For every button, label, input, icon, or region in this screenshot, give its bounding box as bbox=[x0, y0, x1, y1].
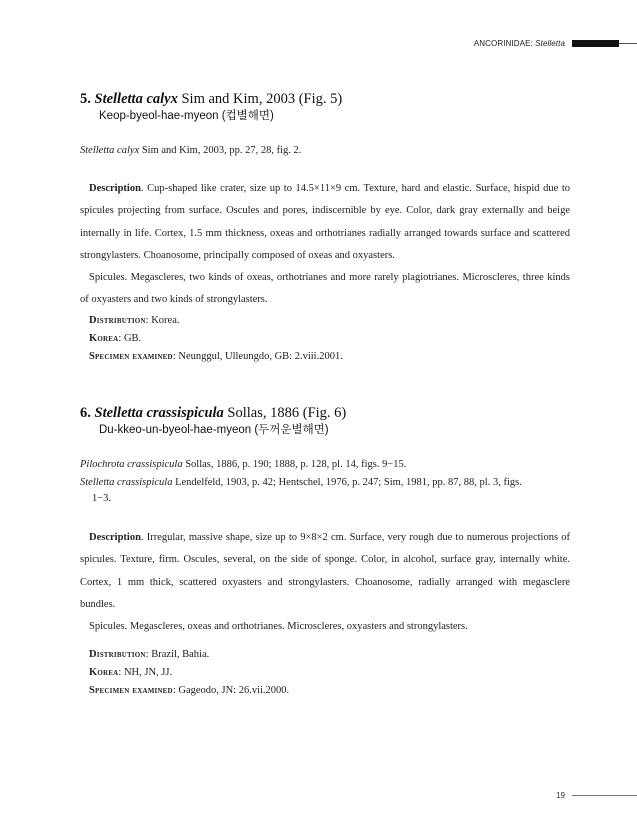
korea-label: Korea bbox=[89, 667, 119, 678]
spicules-text: Spicules. Megascleres, two kinds of oxeas, orthotrianes and more rarely plagiotrianes. Microscleres, three kinds of oxyasters and two kinds of strongylasters. bbox=[80, 272, 570, 306]
distribution-5 bbox=[89, 314, 180, 328]
distribution-label: Distribution bbox=[89, 315, 146, 326]
page-number-rule bbox=[572, 795, 637, 796]
distribution-6 bbox=[89, 648, 209, 662]
description-label: Description bbox=[89, 183, 141, 194]
distribution-label: Distribution bbox=[89, 649, 146, 660]
spicules-text: Spicules. Megascleres, oxeas and orthotrianes. Microscleres, oxyasters and strongylasters. bbox=[89, 621, 468, 633]
description-label: Description bbox=[89, 532, 141, 543]
species-number: 6. bbox=[80, 405, 91, 421]
korea-5 bbox=[89, 332, 141, 346]
vernacular-name-5: Keop-byeol-hae-myeon (컵별해면) bbox=[99, 110, 274, 122]
citation-reference: Sollas, 1886, p. 190; 1888, p. 128, pl. 14, figs. 9−15. bbox=[185, 459, 407, 470]
species-name: Stelletta calyx bbox=[94, 91, 178, 107]
distribution-value: : Korea. bbox=[145, 315, 180, 326]
running-head-rule bbox=[619, 43, 637, 44]
specimen-5 bbox=[89, 350, 343, 364]
citation-continuation: 1−3. bbox=[92, 493, 112, 504]
species-authority: Sim and Kim, 2003 (Fig. 5) bbox=[181, 91, 343, 107]
specimen-value: : Neunggul, Ulleungdo, GB: 2.viii.2001. bbox=[172, 351, 343, 362]
running-head-bar bbox=[572, 40, 637, 47]
korea-6 bbox=[89, 666, 172, 680]
korea-label: Korea bbox=[89, 333, 119, 344]
specimen-label: Specimen examined bbox=[89, 351, 173, 362]
running-head-text bbox=[474, 38, 565, 49]
vernacular-name-6: Du-kkeo-un-byeol-hae-myeon (두꺼운별해면) bbox=[99, 424, 329, 436]
citation-6a bbox=[80, 457, 570, 473]
specimen-6 bbox=[89, 684, 289, 698]
citation-reference: Sim and Kim, 2003, pp. 27, 28, fig. 2. bbox=[141, 145, 302, 156]
page-number: 19 bbox=[556, 791, 565, 800]
species-number: 5. bbox=[80, 91, 91, 107]
citation-6b bbox=[80, 475, 570, 507]
citation-species-name: Stelletta calyx bbox=[80, 145, 140, 156]
distribution-value: : Brazil, Bahia. bbox=[145, 649, 210, 660]
description-text: . Irregular, massive shape, size up to 9×8×2 cm. Surface, very rough due to numerous projections of spicules. Texture, firm. Oscules, several, on the side of sponge. Color, in alcohol, surface gray, internally white. Cortex, 1 mm thick, scattered oxyasters and strongylasters. Choanosome, radially arranged with megasclere bundles. bbox=[80, 532, 570, 610]
running-head-family: ANCORINIDAE: bbox=[473, 39, 533, 48]
species-name: Stelletta crassispicula bbox=[94, 405, 224, 421]
description-5 bbox=[80, 178, 570, 312]
species-authority: Sollas, 1886 (Fig. 6) bbox=[227, 405, 347, 421]
running-head bbox=[0, 38, 637, 52]
description-text: . Cup-shaped like crater, size up to 14.5×11×9 cm. Texture, hard and elastic. Surface, hispid due to spicules projecting from surface. Oscules and pores, indiscernible by eye. Color, dark gray externally and beige internally in life. Cortex, 1.5 mm thickness, oxeas and orthotrianes radially arranged towards surface and scattered strongylasters. Choanosome, principally composed of oxeas and oxyasters. bbox=[80, 183, 570, 261]
citation-species-name: Pilochrota crassispicula bbox=[80, 459, 183, 470]
species-heading-5 bbox=[80, 90, 342, 108]
citation-species-name: Stelletta crassispicula bbox=[80, 477, 173, 488]
specimen-value: : Gageodo, JN: 26.vii.2000. bbox=[172, 685, 290, 696]
citation-reference: Lendelfeld, 1903, p. 42; Hentschel, 1976, p. 247; Sim, 1981, pp. 87, 88, pl. 3, figs. bbox=[175, 477, 522, 488]
running-head-genus: Stelletta bbox=[535, 39, 565, 48]
korea-value: : GB. bbox=[118, 333, 142, 344]
specimen-label: Specimen examined bbox=[89, 685, 173, 696]
species-heading-6 bbox=[80, 404, 346, 422]
citation-5 bbox=[80, 143, 570, 159]
korea-value: : NH, JN, JJ. bbox=[118, 667, 173, 678]
running-head-block bbox=[572, 40, 619, 47]
description-6 bbox=[80, 527, 570, 638]
